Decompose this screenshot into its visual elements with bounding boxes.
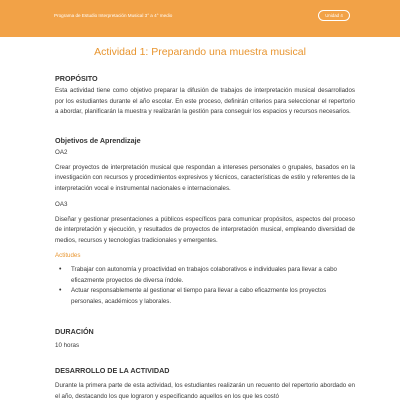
duracion-heading: DURACIÓN [55, 326, 94, 336]
activity-title: Actividad 1: Preparando una muestra musical [94, 46, 306, 58]
actitud-item: • Trabajar con autonomía y proactividad en trabajos colaborativos e individuales para llevar a cabo eficazmente proyectos de diversa índole. [71, 265, 355, 286]
objetivos-heading: Objetivos de Aprendizaje [55, 135, 141, 145]
proposito-heading: PROPÓSITO [55, 74, 98, 83]
oa3-text: Diseñar y gestionar presentaciones a públicos específicos para comunicar propósitos, aspectos del proceso de interpretación y ejecución, y resultados de proyectos de interpretación musical, empleando diversidad de medios, recursos y tecnologías tradicionales y emergentes. [55, 215, 355, 244]
actitudes-heading: Actitudes [55, 252, 81, 260]
program-title: Programa de Estudio Interpretación Musical 3° a 4° medio [54, 13, 173, 18]
actitud-item: • Actuar responsablemente al gestionar el tiempo para llevar a cabo eficazmente los proyectos personales, académicos y laborales. [71, 286, 355, 307]
actitudes-list [55, 265, 355, 307]
header-bar [0, 0, 400, 37]
desarrollo-heading: DESARROLLO DE LA ACTIVIDAD [55, 365, 170, 375]
document-content [55, 74, 355, 402]
oa2-label: OA2 [55, 148, 68, 156]
oa3-label: OA3 [55, 200, 68, 208]
duracion-value: 10 horas [55, 341, 80, 349]
desarrollo-body: Durante la primera parte de esta actividad, los estudiantes realizarán un recuento del repertorio abordado en el año, destacando los que lograron y especificando aquellos en los que les costó [55, 381, 355, 400]
oa2-text: Crear proyectos de interpretación musical que respondan a intereses personales o grupales, basados en la investigación con recursos y procedimientos expresivos y técnicos, características de estilo y referentes de la interpretación vocal e instrumental nacionales e internacionales. [55, 163, 355, 192]
proposito-body: Esta actividad tiene como objetivo preparar la difusión de trabajos de interpretación musical desarrollados por los estudiantes durante el año escolar. En este proceso, definirán criterios para seleccionar el repertorio a abordar, planificarán la muestra y realizarán la gestión para conseguir los espacios y recursos necesarios. [55, 87, 355, 116]
unit-badge: Unidad 4 [318, 10, 350, 21]
